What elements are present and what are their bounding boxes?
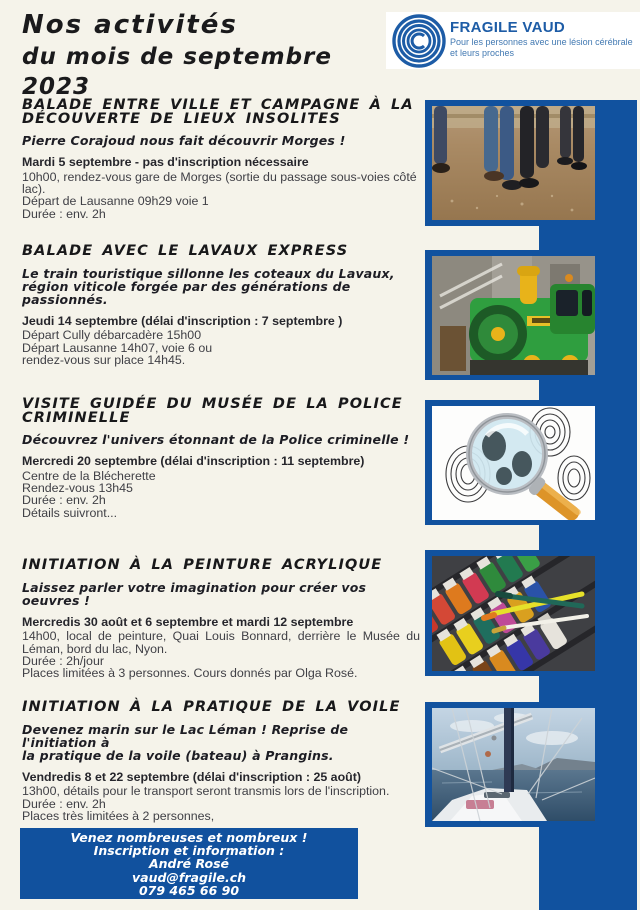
people-walking-photo — [432, 106, 595, 220]
section-peinture-acrylique — [22, 559, 420, 680]
section-subtitle: Devenez marin sur le Lac Léman ! Reprise de l'initiation à — [22, 721, 349, 750]
section-lavaux-express — [22, 245, 420, 366]
section-detail: Durée : env. 2h — [22, 796, 106, 811]
section-detail: Places très limitées à 2 personnes, — [22, 808, 215, 823]
section-detail: 13h00, détails pour le transport seront transmis lors de l'inscription. — [22, 784, 390, 799]
logo-tagline — [450, 37, 633, 59]
section-detail: Durée : 2h/jour — [22, 653, 104, 668]
section-balade-morges — [22, 99, 420, 220]
section-detail: 14h00, local de peinture, Quai Louis Bonnard, derrière le Musée du Léman, bord du lac, Nyon. — [22, 629, 420, 656]
fragile-vaud-logo — [386, 12, 640, 69]
section-title: BALADE ENTRE VILLE ET CAMPAGNE À LA DÉCOUVERTE DE LIEUX INSOLITES — [22, 97, 414, 127]
section-detail: Places limitées à 3 personnes. Cours donnés par Olga Rosé. — [22, 666, 358, 681]
logo-tagline-line2: et leurs proches — [450, 48, 515, 58]
logo-org-name: FRAGILE VAUD — [450, 19, 565, 36]
sailboat-photo — [432, 708, 595, 821]
section-title: INITIATION À LA PEINTURE ACRYLIQUE — [22, 557, 383, 573]
section-detail: Détails suivront... — [22, 505, 118, 520]
section-detail: rendez-vous sur place 14h45. — [22, 352, 186, 367]
section-detail: Durée : env. 2h — [22, 493, 106, 508]
paint-tubes-photo — [432, 556, 595, 671]
section-date: Mardi 5 septembre - pas d'inscription nécessaire — [22, 155, 309, 169]
section-subtitle: la pratique de la voile (bateau) à Prangins. — [22, 747, 334, 763]
section-title: INITIATION À LA PRATIQUE DE LA VOILE — [22, 699, 401, 715]
contact-footer — [20, 828, 358, 899]
photo-block-train — [425, 250, 637, 380]
spiral-logo-icon — [392, 14, 446, 73]
footer-phone: 079 465 66 90 — [138, 882, 240, 898]
section-title: BALADE AVEC LE LAVAUX EXPRESS — [22, 243, 349, 259]
footer-line: Inscription et information : — [93, 843, 285, 859]
footer-email: vaud@fragile.ch — [131, 869, 247, 885]
section-subtitle: Le train touristique sillonne les coteaux du Lavaux, — [22, 265, 395, 281]
photo-block-walk — [425, 100, 637, 226]
footer-line: André Rosé — [148, 856, 230, 872]
photo-block-sail — [425, 702, 637, 827]
lavaux-express-train-photo — [432, 256, 595, 375]
page-title-line2: du mois de septembre 2023 — [22, 44, 332, 100]
section-detail: Départ Lausanne 14h07, voie 6 ou — [22, 340, 213, 355]
footer-line: Venez nombreuses et nombreux ! — [70, 830, 308, 845]
section-detail: 10h00, rendez-vous gare de Morges (sortie du passage sous-voies côté lac). — [22, 169, 417, 196]
section-detail: Durée : env. 2h — [22, 206, 106, 221]
section-voile — [22, 701, 420, 822]
section-subtitle: Pierre Corajoud nous fait découvrir Morges ! — [22, 133, 346, 148]
section-date: Mercredis 30 août et 6 septembre et mardi 12 septembre — [22, 614, 354, 629]
photo-block-police — [425, 400, 637, 525]
section-date: Mercredi 20 septembre (délai d'inscription : 11 septembre) — [22, 454, 365, 468]
section-date: Jeudi 14 septembre (délai d'inscription : 7 septembre ) — [22, 313, 343, 328]
section-detail: Départ Cully débarcadère 15h00 — [22, 328, 202, 343]
page-title-line1: Nos activités — [22, 10, 238, 40]
section-title: VISITE GUIDÉE DU MUSÉE DE LA POLICE CRIMINELLE — [22, 396, 403, 426]
logo-tagline-line1: Pour les personnes avec une lésion cérébrale — [450, 37, 633, 47]
photo-block-paint — [425, 550, 637, 676]
section-subtitle: Découvrez l'univers étonnant de la Police criminelle ! — [22, 432, 410, 447]
section-subtitle: région viticole forgée par des générations de passionnés. — [22, 278, 351, 307]
section-musee-police — [22, 398, 420, 519]
section-detail: Centre de la Blécherette — [22, 468, 156, 483]
page-title — [22, 8, 382, 102]
section-date: Vendredis 8 et 22 septembre (délai d'inscription : 25 août) — [22, 769, 361, 784]
section-detail: Départ de Lausanne 09h29 voie 1 — [22, 194, 209, 209]
section-subtitle: Laissez parler votre imagination pour créer vos oeuvres ! — [22, 579, 367, 608]
fingerprint-magnifier-photo — [432, 406, 595, 520]
section-detail: Rendez-vous 13h45 — [22, 481, 133, 495]
